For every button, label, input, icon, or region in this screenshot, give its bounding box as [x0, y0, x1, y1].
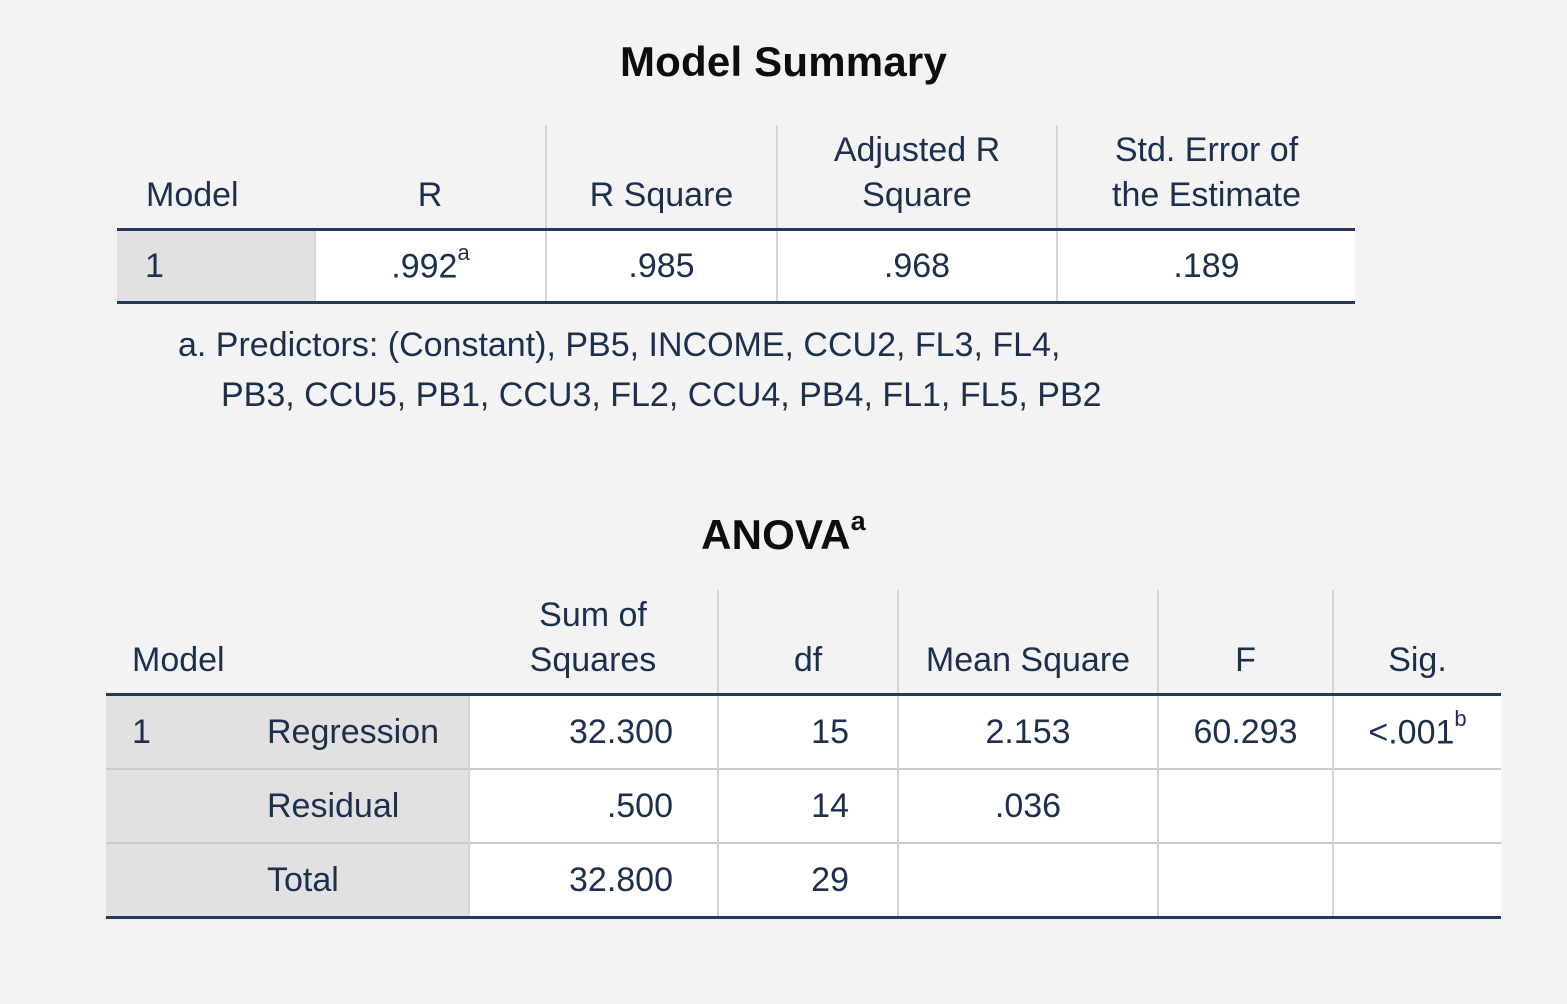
- anova-cell-sig-footnote: b: [1454, 706, 1467, 732]
- anova-header-sum-of-squares-line2: Squares: [529, 641, 657, 679]
- anova-row-total: [106, 843, 1501, 918]
- anova-cell-sum-of-squares: 32.800: [469, 843, 718, 918]
- header-adjusted-r-square-line2: Square: [862, 176, 972, 214]
- anova-row-model: [106, 843, 240, 918]
- model-summary-header-row: [117, 125, 1355, 230]
- anova-table: [106, 590, 1501, 919]
- predictors-footnote: [178, 320, 1102, 420]
- predictors-footnote-line2: PB3, CCU5, PB1, CCU3, FL2, CCU4, PB4, FL1, FL5, PB2: [221, 376, 1102, 414]
- anova-cell-sig: [1333, 769, 1501, 843]
- anova-header-mean-square: Mean Square: [898, 590, 1158, 695]
- cell-r-square: .985: [546, 230, 777, 303]
- anova-cell-f: 60.293: [1158, 695, 1333, 770]
- anova-cell-sig-value: <.001: [1368, 713, 1455, 752]
- header-std-error-line1: Std. Error of: [1114, 131, 1299, 169]
- cell-adjusted-r-square: .968: [777, 230, 1057, 303]
- anova-row-model: [106, 769, 240, 843]
- anova-title: [0, 506, 1567, 559]
- header-r-square: R Square: [546, 125, 777, 230]
- anova-header-df: df: [718, 590, 898, 695]
- anova-title-footnote: a: [850, 506, 866, 536]
- anova-cell-mean-square: 2.153: [898, 695, 1158, 770]
- model-summary-title: Model Summary: [619, 38, 947, 85]
- predictors-footnote-line1: a. Predictors: (Constant), PB5, INCOME, CCU2, FL3, FL4,: [178, 326, 1061, 364]
- anova-row-source: Total: [240, 843, 469, 918]
- anova-header-sum-of-squares-line1: Sum of: [539, 596, 647, 634]
- anova-row-source: Residual: [240, 769, 469, 843]
- header-std-error-line2: the Estimate: [1112, 176, 1301, 214]
- cell-r-value: .992: [391, 247, 458, 286]
- anova-row-source: Regression: [240, 695, 469, 770]
- cell-r: [315, 230, 546, 303]
- cell-std-error: .189: [1057, 230, 1355, 303]
- anova-cell-mean-square: [898, 843, 1158, 918]
- anova-header-source: [240, 590, 469, 695]
- anova-header-model: Model: [132, 641, 225, 679]
- anova-header-sum-of-squares: [469, 590, 718, 695]
- model-summary-row: [117, 230, 1355, 303]
- header-model: Model: [146, 176, 239, 214]
- header-std-error: [1057, 125, 1355, 230]
- anova-row-residual: [106, 769, 1501, 843]
- anova-header-row: [106, 590, 1501, 695]
- header-r: R: [417, 176, 443, 214]
- anova-row-model: 1: [106, 695, 240, 770]
- anova-cell-mean-square: .036: [898, 769, 1158, 843]
- anova-cell-df: 15: [718, 695, 898, 770]
- anova-row-regression: [106, 695, 1501, 770]
- anova-title-text: ANOVA: [701, 511, 851, 558]
- header-adjusted-r-square-line1: Adjusted R: [833, 131, 1001, 169]
- cell-r-footnote: a: [457, 240, 470, 266]
- header-adjusted-r-square: [777, 125, 1057, 230]
- anova-header-f: F: [1158, 590, 1333, 695]
- anova-cell-sig: [1333, 843, 1501, 918]
- anova-cell-f: [1158, 769, 1333, 843]
- model-summary-table: [117, 125, 1355, 304]
- anova-header-sig: Sig.: [1333, 590, 1501, 695]
- anova-cell-df: 14: [718, 769, 898, 843]
- row-model: 1: [117, 230, 315, 303]
- anova-cell-sum-of-squares: .500: [469, 769, 718, 843]
- anova-cell-df: 29: [718, 843, 898, 918]
- anova-cell-sum-of-squares: 32.300: [469, 695, 718, 770]
- anova-cell-sig: [1333, 695, 1501, 770]
- anova-cell-f: [1158, 843, 1333, 918]
